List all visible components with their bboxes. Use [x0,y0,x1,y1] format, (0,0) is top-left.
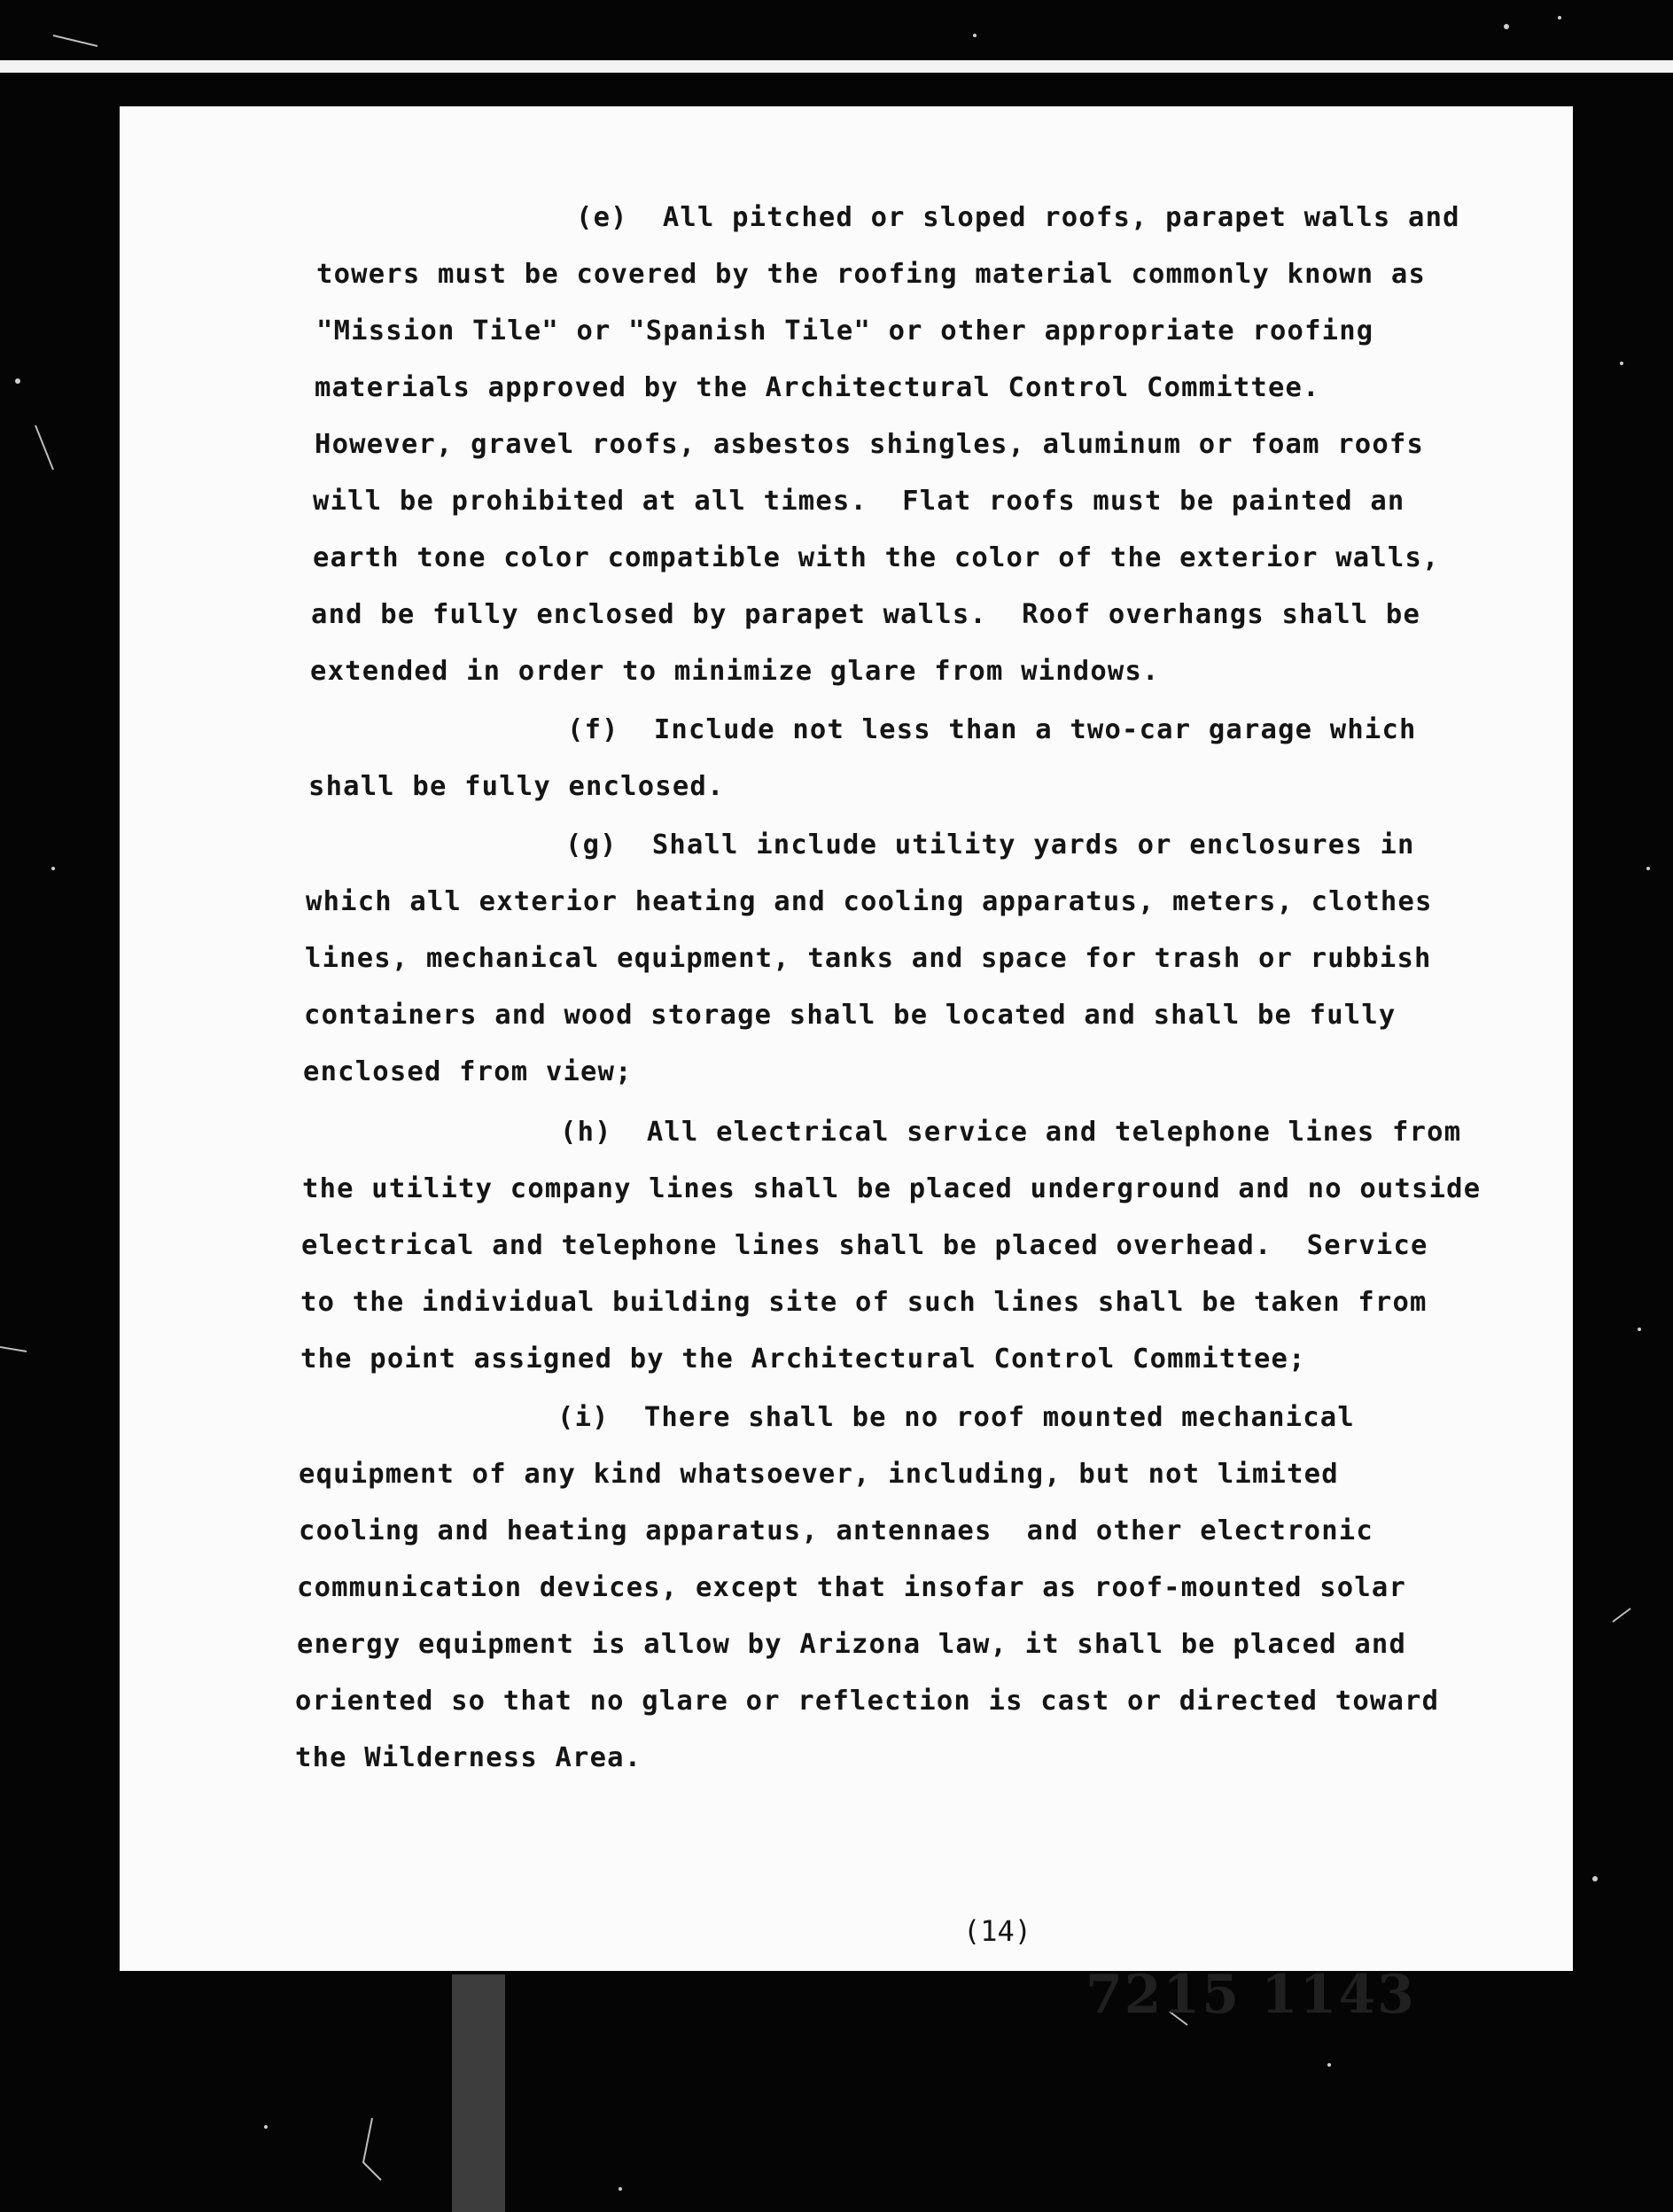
text-line: materials approved by the Architectural Control Committee. [315,372,1320,403]
text-line: enclosed from view; [303,1056,633,1087]
text-line: communication devices, except that insofar as roof-mounted solar [297,1572,1407,1603]
text-line: (h) All electrical service and telephone lines from [560,1117,1462,1148]
text-line: containers and wood storage shall be located and shall be fully [304,1000,1397,1031]
text-line: and be fully enclosed by parapet walls. Roof overhangs shall be [311,599,1421,630]
text-line: to the individual building site of such lines shall be taken from [300,1287,1428,1318]
text-line: equipment of any kind whatsoever, including, but not limited [299,1459,1339,1490]
text-line: shall be fully enclosed. [308,771,725,802]
text-line: extended in order to minimize glare from windows. [310,656,1160,687]
text-line: the Wilderness Area. [295,1742,642,1773]
text-line: which all exterior heating and cooling apparatus, meters, clothes [306,886,1433,917]
text-line: oriented so that no glare or reflection is cast or directed toward [295,1686,1440,1717]
text-line: (g) Shall include utility yards or enclosures in [565,830,1415,861]
text-line: earth tone color compatible with the color of the exterior walls, [313,542,1440,573]
text-line: (f) Include not less than a two-car garage which [567,714,1417,745]
page-number: (14) [963,1914,1032,1948]
text-line: (i) There shall be no roof mounted mechanical [557,1402,1355,1433]
text-line: (e) All pitched or sloped roofs, parapet walls and [576,202,1460,233]
text-line: towers must be covered by the roofing material commonly known as [316,259,1427,290]
text-line: However, gravel roofs, asbestos shingles, aluminum or foam roofs [315,429,1425,460]
text-line: cooling and heating apparatus, antennaes and other electronic [299,1515,1373,1546]
text-line: will be prohibited at all times. Flat roofs must be painted an [313,486,1405,517]
text-line: energy equipment is allow by Arizona law, it shall be placed and [297,1629,1407,1660]
text-line: the point assigned by the Architectural Control Committee; [300,1344,1306,1375]
recording-stamp: 7215 1143 [1086,1964,1416,2026]
text-line: "Mission Tile" or "Spanish Tile" or other appropriate roofing [316,315,1374,347]
text-line: the utility company lines shall be placed underground and no outside [302,1173,1482,1204]
text-line: electrical and telephone lines shall be placed overhead. Service [301,1230,1428,1261]
text-line: lines, mechanical equipment, tanks and space for trash or rubbish [305,943,1432,974]
document-page [120,106,1573,2026]
